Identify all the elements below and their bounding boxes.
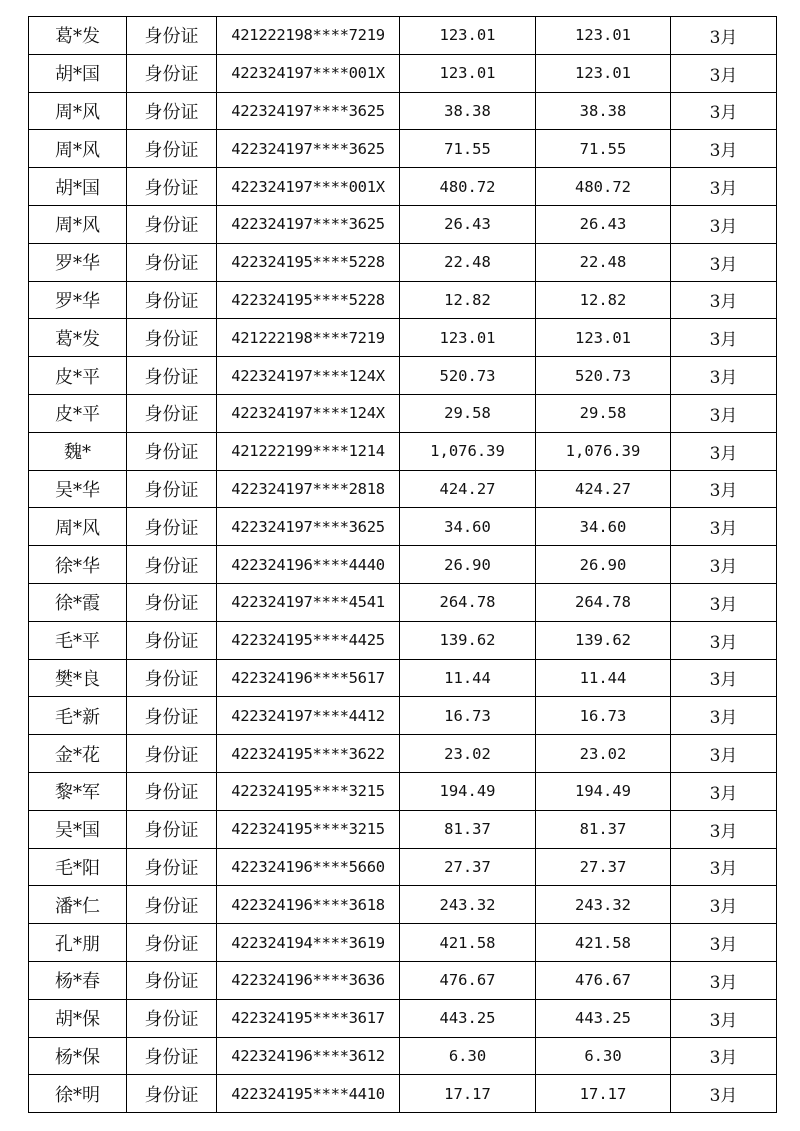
id-number-cell: 422324196****5617	[217, 659, 400, 697]
id-type-cell: 身份证	[127, 772, 217, 810]
amount-cell: 123.01	[400, 17, 536, 55]
name-cell: 周*风	[29, 508, 127, 546]
table-row	[29, 735, 777, 773]
name-cell: 樊*良	[29, 659, 127, 697]
id-number-cell: 422324197****124X	[217, 357, 400, 395]
id-number-cell: 422324195****5228	[217, 243, 400, 281]
id-number-cell: 422324194****3619	[217, 924, 400, 962]
id-type-cell: 身份证	[127, 205, 217, 243]
id-number-cell: 422324196****3636	[217, 961, 400, 999]
amount-cell: 443.25	[400, 999, 536, 1037]
amount-paid-cell: 11.44	[536, 659, 671, 697]
amount-paid-cell: 27.37	[536, 848, 671, 886]
id-number-cell: 422324196****5660	[217, 848, 400, 886]
id-number-cell: 422324197****124X	[217, 394, 400, 432]
name-cell: 吴*华	[29, 470, 127, 508]
amount-paid-cell: 1,076.39	[536, 432, 671, 470]
table-row	[29, 130, 777, 168]
table-row	[29, 583, 777, 621]
name-cell: 周*风	[29, 92, 127, 130]
month-cell: 3月	[671, 583, 777, 621]
name-cell: 皮*平	[29, 394, 127, 432]
amount-paid-cell: 139.62	[536, 621, 671, 659]
amount-cell: 17.17	[400, 1075, 536, 1113]
payment-table	[28, 16, 777, 1113]
month-cell: 3月	[671, 924, 777, 962]
amount-paid-cell: 29.58	[536, 394, 671, 432]
amount-paid-cell: 12.82	[536, 281, 671, 319]
amount-cell: 421.58	[400, 924, 536, 962]
amount-paid-cell: 476.67	[536, 961, 671, 999]
amount-cell: 264.78	[400, 583, 536, 621]
amount-paid-cell: 480.72	[536, 168, 671, 206]
name-cell: 徐*明	[29, 1075, 127, 1113]
month-cell: 3月	[671, 357, 777, 395]
id-type-cell: 身份证	[127, 168, 217, 206]
id-number-cell: 422324197****3625	[217, 205, 400, 243]
amount-cell: 34.60	[400, 508, 536, 546]
id-number-cell: 422324195****4410	[217, 1075, 400, 1113]
table-row	[29, 848, 777, 886]
table-row	[29, 1037, 777, 1075]
amount-cell: 520.73	[400, 357, 536, 395]
amount-paid-cell: 81.37	[536, 810, 671, 848]
document-page	[28, 16, 776, 1113]
id-type-cell: 身份证	[127, 924, 217, 962]
table-body	[29, 17, 777, 1113]
id-type-cell: 身份证	[127, 394, 217, 432]
amount-cell: 23.02	[400, 735, 536, 773]
amount-cell: 139.62	[400, 621, 536, 659]
month-cell: 3月	[671, 1075, 777, 1113]
amount-paid-cell: 38.38	[536, 92, 671, 130]
table-row	[29, 205, 777, 243]
month-cell: 3月	[671, 54, 777, 92]
id-number-cell: 422324197****2818	[217, 470, 400, 508]
amount-paid-cell: 243.32	[536, 886, 671, 924]
id-type-cell: 身份证	[127, 130, 217, 168]
month-cell: 3月	[671, 772, 777, 810]
table-row	[29, 54, 777, 92]
amount-cell: 38.38	[400, 92, 536, 130]
table-row	[29, 168, 777, 206]
month-cell: 3月	[671, 508, 777, 546]
table-row	[29, 546, 777, 584]
id-number-cell: 421222198****7219	[217, 17, 400, 55]
table-row	[29, 999, 777, 1037]
id-type-cell: 身份证	[127, 357, 217, 395]
amount-cell: 71.55	[400, 130, 536, 168]
table-row	[29, 508, 777, 546]
month-cell: 3月	[671, 394, 777, 432]
id-number-cell: 422324197****4412	[217, 697, 400, 735]
amount-cell: 123.01	[400, 319, 536, 357]
month-cell: 3月	[671, 659, 777, 697]
name-cell: 杨*保	[29, 1037, 127, 1075]
id-number-cell: 422324197****3625	[217, 92, 400, 130]
name-cell: 胡*国	[29, 54, 127, 92]
amount-cell: 424.27	[400, 470, 536, 508]
amount-cell: 480.72	[400, 168, 536, 206]
id-type-cell: 身份证	[127, 92, 217, 130]
id-number-cell: 422324197****3625	[217, 130, 400, 168]
amount-cell: 123.01	[400, 54, 536, 92]
id-number-cell: 422324196****3618	[217, 886, 400, 924]
amount-cell: 476.67	[400, 961, 536, 999]
month-cell: 3月	[671, 735, 777, 773]
amount-paid-cell: 264.78	[536, 583, 671, 621]
amount-cell: 16.73	[400, 697, 536, 735]
amount-paid-cell: 17.17	[536, 1075, 671, 1113]
id-number-cell: 421222198****7219	[217, 319, 400, 357]
id-type-cell: 身份证	[127, 697, 217, 735]
name-cell: 金*花	[29, 735, 127, 773]
month-cell: 3月	[671, 319, 777, 357]
amount-paid-cell: 443.25	[536, 999, 671, 1037]
amount-cell: 26.90	[400, 546, 536, 584]
id-number-cell: 422324195****5228	[217, 281, 400, 319]
table-row	[29, 432, 777, 470]
id-type-cell: 身份证	[127, 621, 217, 659]
name-cell: 魏*	[29, 432, 127, 470]
id-number-cell: 422324197****001X	[217, 54, 400, 92]
amount-paid-cell: 520.73	[536, 357, 671, 395]
month-cell: 3月	[671, 848, 777, 886]
id-number-cell: 422324195****3622	[217, 735, 400, 773]
id-type-cell: 身份证	[127, 659, 217, 697]
table-row	[29, 281, 777, 319]
id-type-cell: 身份证	[127, 1075, 217, 1113]
table-row	[29, 319, 777, 357]
id-type-cell: 身份证	[127, 319, 217, 357]
table-row	[29, 659, 777, 697]
name-cell: 毛*平	[29, 621, 127, 659]
month-cell: 3月	[671, 546, 777, 584]
name-cell: 周*风	[29, 130, 127, 168]
month-cell: 3月	[671, 432, 777, 470]
name-cell: 罗*华	[29, 281, 127, 319]
name-cell: 葛*发	[29, 17, 127, 55]
amount-cell: 194.49	[400, 772, 536, 810]
amount-paid-cell: 194.49	[536, 772, 671, 810]
amount-paid-cell: 22.48	[536, 243, 671, 281]
month-cell: 3月	[671, 130, 777, 168]
name-cell: 徐*华	[29, 546, 127, 584]
month-cell: 3月	[671, 621, 777, 659]
id-type-cell: 身份证	[127, 546, 217, 584]
month-cell: 3月	[671, 17, 777, 55]
table-row	[29, 357, 777, 395]
month-cell: 3月	[671, 961, 777, 999]
table-row	[29, 17, 777, 55]
amount-paid-cell: 16.73	[536, 697, 671, 735]
amount-paid-cell: 424.27	[536, 470, 671, 508]
month-cell: 3月	[671, 470, 777, 508]
name-cell: 孔*朋	[29, 924, 127, 962]
id-type-cell: 身份证	[127, 1037, 217, 1075]
amount-cell: 1,076.39	[400, 432, 536, 470]
amount-paid-cell: 34.60	[536, 508, 671, 546]
amount-cell: 26.43	[400, 205, 536, 243]
amount-paid-cell: 26.90	[536, 546, 671, 584]
amount-cell: 6.30	[400, 1037, 536, 1075]
id-type-cell: 身份证	[127, 508, 217, 546]
name-cell: 胡*国	[29, 168, 127, 206]
id-number-cell: 422324195****3215	[217, 772, 400, 810]
id-number-cell: 422324196****4440	[217, 546, 400, 584]
id-type-cell: 身份证	[127, 281, 217, 319]
amount-paid-cell: 123.01	[536, 17, 671, 55]
amount-paid-cell: 123.01	[536, 54, 671, 92]
id-type-cell: 身份证	[127, 810, 217, 848]
id-number-cell: 421222199****1214	[217, 432, 400, 470]
amount-cell: 11.44	[400, 659, 536, 697]
amount-cell: 29.58	[400, 394, 536, 432]
amount-cell: 81.37	[400, 810, 536, 848]
name-cell: 胡*保	[29, 999, 127, 1037]
amount-cell: 243.32	[400, 886, 536, 924]
table-row	[29, 697, 777, 735]
name-cell: 潘*仁	[29, 886, 127, 924]
name-cell: 毛*阳	[29, 848, 127, 886]
name-cell: 吴*国	[29, 810, 127, 848]
id-type-cell: 身份证	[127, 17, 217, 55]
month-cell: 3月	[671, 243, 777, 281]
amount-paid-cell: 421.58	[536, 924, 671, 962]
id-number-cell: 422324197****001X	[217, 168, 400, 206]
amount-cell: 27.37	[400, 848, 536, 886]
table-row	[29, 961, 777, 999]
table-row	[29, 243, 777, 281]
month-cell: 3月	[671, 697, 777, 735]
id-number-cell: 422324195****3215	[217, 810, 400, 848]
id-type-cell: 身份证	[127, 583, 217, 621]
table-row	[29, 886, 777, 924]
amount-paid-cell: 26.43	[536, 205, 671, 243]
id-type-cell: 身份证	[127, 735, 217, 773]
id-number-cell: 422324195****3617	[217, 999, 400, 1037]
month-cell: 3月	[671, 1037, 777, 1075]
id-number-cell: 422324197****3625	[217, 508, 400, 546]
month-cell: 3月	[671, 810, 777, 848]
id-number-cell: 422324195****4425	[217, 621, 400, 659]
name-cell: 黎*军	[29, 772, 127, 810]
table-row	[29, 1075, 777, 1113]
table-row	[29, 621, 777, 659]
amount-paid-cell: 71.55	[536, 130, 671, 168]
amount-cell: 22.48	[400, 243, 536, 281]
month-cell: 3月	[671, 886, 777, 924]
month-cell: 3月	[671, 281, 777, 319]
name-cell: 皮*平	[29, 357, 127, 395]
month-cell: 3月	[671, 999, 777, 1037]
table-row	[29, 394, 777, 432]
id-type-cell: 身份证	[127, 243, 217, 281]
name-cell: 周*风	[29, 205, 127, 243]
table-row	[29, 470, 777, 508]
table-row	[29, 810, 777, 848]
table-row	[29, 924, 777, 962]
id-number-cell: 422324197****4541	[217, 583, 400, 621]
id-type-cell: 身份证	[127, 886, 217, 924]
id-type-cell: 身份证	[127, 848, 217, 886]
id-number-cell: 422324196****3612	[217, 1037, 400, 1075]
amount-paid-cell: 23.02	[536, 735, 671, 773]
name-cell: 葛*发	[29, 319, 127, 357]
name-cell: 罗*华	[29, 243, 127, 281]
month-cell: 3月	[671, 92, 777, 130]
id-type-cell: 身份证	[127, 470, 217, 508]
amount-paid-cell: 6.30	[536, 1037, 671, 1075]
name-cell: 杨*春	[29, 961, 127, 999]
month-cell: 3月	[671, 205, 777, 243]
id-type-cell: 身份证	[127, 432, 217, 470]
id-type-cell: 身份证	[127, 54, 217, 92]
amount-cell: 12.82	[400, 281, 536, 319]
name-cell: 徐*霞	[29, 583, 127, 621]
id-type-cell: 身份证	[127, 999, 217, 1037]
amount-paid-cell: 123.01	[536, 319, 671, 357]
month-cell: 3月	[671, 168, 777, 206]
name-cell: 毛*新	[29, 697, 127, 735]
id-type-cell: 身份证	[127, 961, 217, 999]
table-row	[29, 92, 777, 130]
table-row	[29, 772, 777, 810]
